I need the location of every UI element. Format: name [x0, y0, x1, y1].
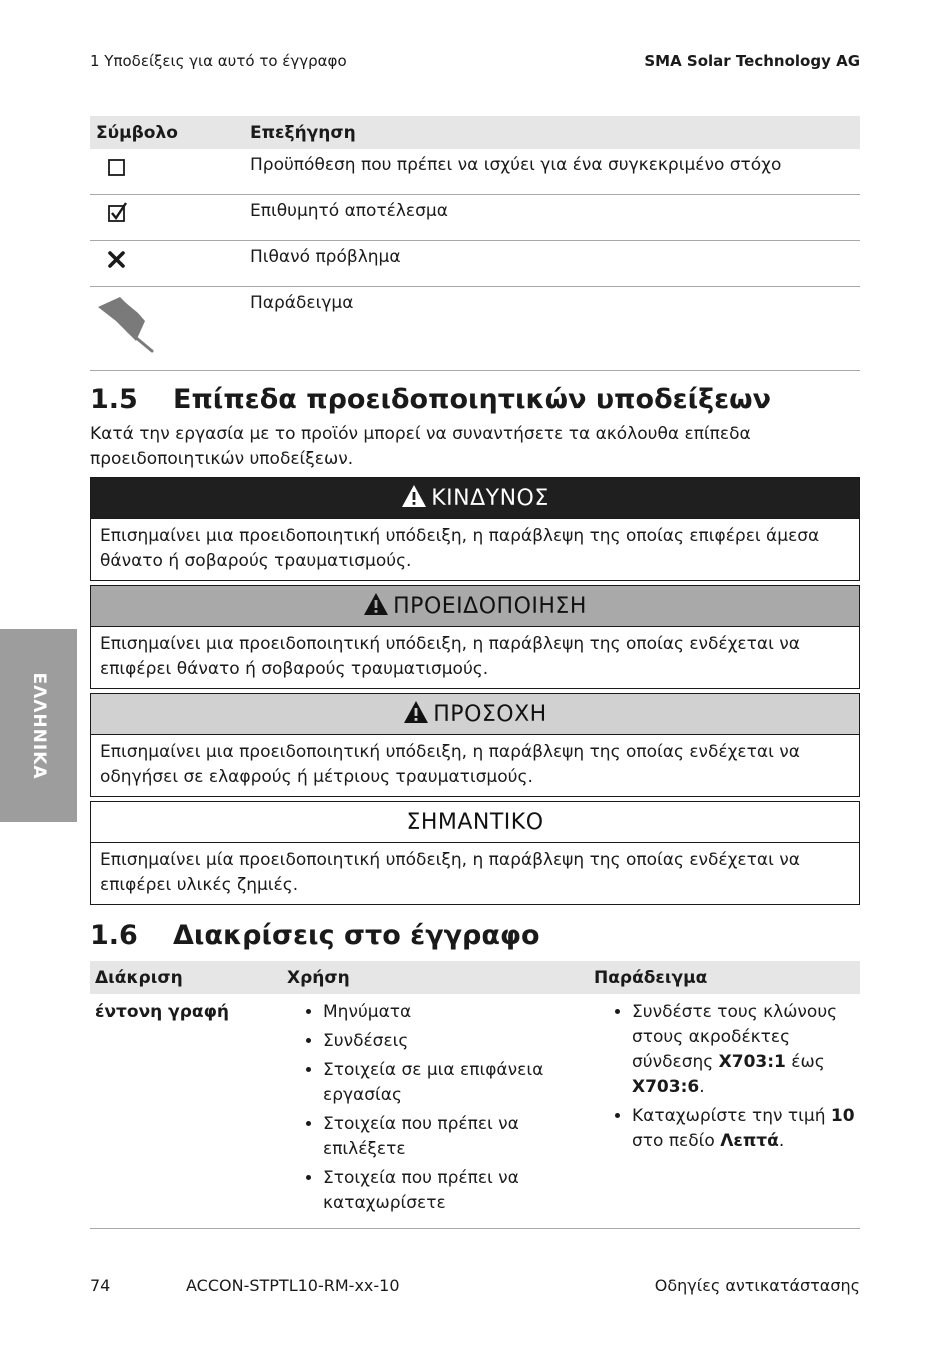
- column-header-distinction: Διάκριση: [90, 961, 282, 994]
- danger-bar: [91, 478, 859, 519]
- section-intro: Κατά την εργασία με το προϊόν μπορεί να συναντήσετε τα ακόλουθα επίπεδα προειδοποιητικών υποδείξεων.: [90, 424, 751, 469]
- column-header-example: Παράδειγμα: [589, 961, 860, 994]
- notice-bar: [91, 802, 859, 843]
- page-number: 74: [90, 1276, 111, 1295]
- warning-box: [90, 585, 860, 689]
- column-header-explanation: Επεξήγηση: [244, 116, 860, 149]
- symbol-explanation: Παράδειγμα: [244, 287, 860, 371]
- list-item: • Συνδέσεις: [323, 1029, 584, 1054]
- danger-text: Επισημαίνει μια προειδοποιητική υπόδειξη, η παράβλεψη της οποίας επιφέρει άμεσα θάνατο ή σοβαρούς τραυματισμούς.: [100, 526, 820, 571]
- caution-text: Επισημαίνει μια προειδοποιητική υπόδειξη, η παράβλεψη της οποίας ενδέχεται να οδηγήσει σε ελαφρούς ή μέτριους τραυματισμούς.: [100, 742, 800, 787]
- notice-label: ΣΗΜΑΝΤΙΚΟ: [406, 810, 544, 835]
- section-title: Επίπεδα προειδοποιητικών υποδείξεων: [173, 384, 772, 415]
- list-item: • Καταχωρίστε την τιμή 10 στο πεδίο Λεπτά.: [632, 1104, 855, 1154]
- list-item: • Μηνύματα: [323, 1000, 584, 1025]
- warning-text: Επισημαίνει μια προειδοποιητική υπόδειξη, η παράβλεψη της οποίας ενδέχεται να επιφέρει θάνατο ή σοβαρούς τραυματισμούς.: [100, 634, 800, 679]
- caution-bar: [91, 694, 859, 735]
- empty-checkbox-icon: [96, 164, 128, 184]
- column-header-symbol: Σύμβολο: [90, 116, 244, 149]
- danger-box: [90, 477, 860, 581]
- section-number: 1.6: [90, 920, 138, 951]
- distinctions-table: [90, 961, 860, 1229]
- caution-box: [90, 693, 860, 797]
- usage-list: [287, 1000, 584, 1216]
- example-list: [594, 1000, 855, 1154]
- document-code: ACCON-STPTL10-RM-xx-10: [186, 1276, 400, 1295]
- list-item: • Στοιχεία σε μια επιφάνεια εργασίας: [323, 1058, 584, 1108]
- checked-checkbox-icon: [96, 210, 130, 230]
- danger-label: ΚΙΝΔΥΝΟΣ: [431, 486, 549, 511]
- warning-triangle-icon: [403, 697, 429, 739]
- column-header-usage: Χρήση: [282, 961, 589, 994]
- symbol-table: [90, 116, 860, 371]
- warning-bar: [91, 586, 859, 627]
- section-number: 1.5: [90, 384, 138, 415]
- list-item: • Στοιχεία που πρέπει να επιλέξετε: [323, 1112, 584, 1162]
- warning-triangle-icon: [401, 481, 427, 523]
- table-row: [90, 195, 860, 241]
- warning-label: ΠΡΟΕΙΔΟΠΟΙΗΣΗ: [393, 594, 587, 619]
- cross-mark-icon: [96, 256, 128, 276]
- caution-label: ΠΡΟΣΟΧΗ: [433, 702, 547, 727]
- section-heading-1-5: [90, 384, 771, 415]
- symbol-explanation: Προϋπόθεση που πρέπει να ισχύει για ένα συγκεκριμένο στόχο: [244, 149, 860, 195]
- table-row: [90, 994, 860, 1229]
- list-item: • Συνδέστε τους κλώνους στους ακροδέκτες σύνδεσης X703:1 έως X703:6.: [632, 1000, 855, 1100]
- table-row: [90, 287, 860, 371]
- language-label: ΕΛΛΗΝΙΚΑ: [28, 671, 49, 780]
- running-header-company: SMA Solar Technology AG: [644, 52, 860, 70]
- running-header-chapter: 1 Υποδείξεις για αυτό το έγγραφο: [90, 52, 347, 70]
- table-header-row: [90, 961, 860, 994]
- language-side-tab: [0, 629, 77, 822]
- notice-box: [90, 801, 860, 905]
- pushpin-icon: [96, 340, 156, 360]
- section-title: Διακρίσεις στο έγγραφο: [173, 920, 540, 951]
- document-type: Οδηγίες αντικατάστασης: [654, 1276, 860, 1295]
- list-item: • Στοιχεία που πρέπει να καταχωρίσετε: [323, 1166, 584, 1216]
- symbol-explanation: Επιθυμητό αποτέλεσμα: [244, 195, 860, 241]
- distinction-type: έντονη γραφή: [95, 1002, 229, 1022]
- table-row: [90, 149, 860, 195]
- section-heading-1-6: [90, 920, 540, 951]
- warning-triangle-icon: [363, 589, 389, 631]
- notice-text: Επισημαίνει μία προειδοποιητική υπόδειξη, η παράβλεψη της οποίας ενδέχεται να επιφέρει υλικές ζημιές.: [100, 850, 800, 895]
- table-header-row: [90, 116, 860, 149]
- symbol-explanation: Πιθανό πρόβλημα: [244, 241, 860, 287]
- table-row: [90, 241, 860, 287]
